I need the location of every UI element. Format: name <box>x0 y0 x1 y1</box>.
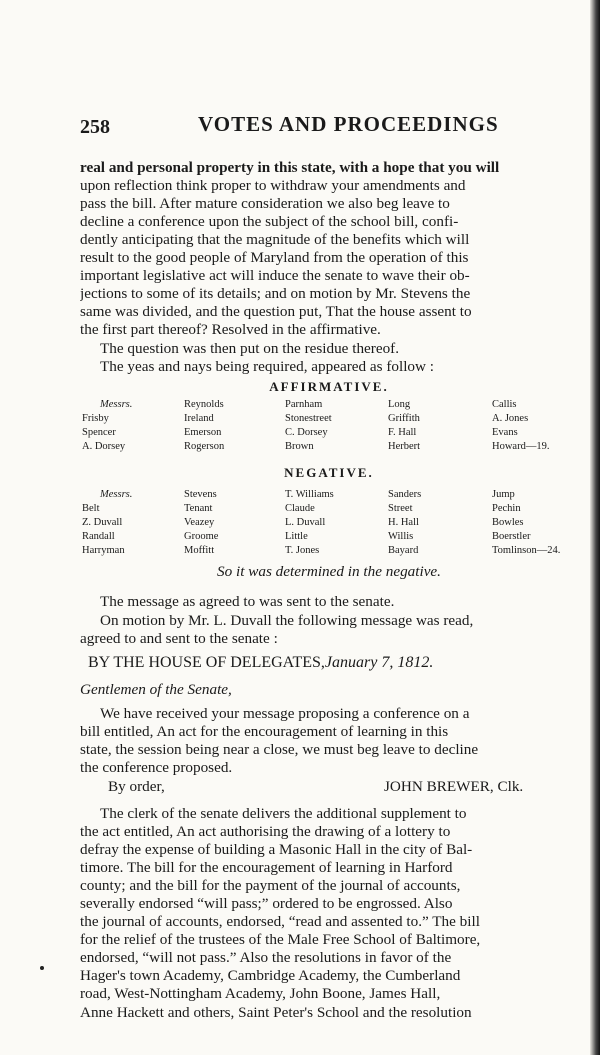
text-line: agreed to and sent to the senate : <box>80 630 278 647</box>
affirmative-column-1: Messrs. Frisby Spencer A. Dorsey <box>82 399 133 452</box>
text-line: Hager's town Academy, Cambridge Academy, the Cumberland <box>80 967 461 984</box>
text-line: result to the good people of Maryland from the operation of this <box>80 249 469 266</box>
negative-column-5: Jump Pechin Bowles Boerstler Tomlinson—24. <box>492 489 561 556</box>
text-line: jections to some of its details; and on motion by Mr. Stevens the <box>80 285 471 302</box>
text-line: bill entitled, An act for the encouragement of learning in this <box>80 723 449 740</box>
page-number: 258 <box>80 116 110 138</box>
text-line: state, the session being near a close, we must beg leave to decline <box>80 741 479 758</box>
text-line: same was divided, and the question put, That the house assent to <box>80 303 472 320</box>
text-line: defray the expense of building a Masonic Hall in the city of Bal- <box>80 841 473 858</box>
affirmative-column-5: Callis A. Jones Evans Howard—19. <box>492 399 550 452</box>
ink-speck <box>40 966 44 970</box>
text-line: the journal of accounts, endorsed, “read and assented to.” The bill <box>80 913 480 930</box>
text-line: the conference proposed. <box>80 759 233 776</box>
book-spine-shadow <box>590 0 600 1055</box>
text-line: On motion by Mr. L. Duvall the following message was read, <box>100 612 474 629</box>
salutation: Gentlemen of the Senate, <box>80 681 232 698</box>
text-line: The message as agreed to was sent to the senate. <box>100 593 395 610</box>
text-line: severally endorsed “will pass;” ordered to be engrossed. Also <box>80 895 453 912</box>
text-line: the act entitled, An act authorising the drawing of a lottery to <box>80 823 451 840</box>
negative-column-4: Sanders Street H. Hall Willis Bayard <box>388 489 422 556</box>
negative-column-1: Messrs. Belt Z. Duvall Randall Harryman <box>82 489 133 556</box>
page-header <box>80 112 580 140</box>
text-line: endorsed, “will not pass.” Also the resolutions in favor of the <box>80 949 452 966</box>
text-line: upon reflection think proper to withdraw your amendments and <box>80 177 466 194</box>
text-line: Anne Hackett and others, Saint Peter's School and the resolution <box>80 1004 472 1021</box>
text-line: county; and the bill for the payment of the journal of accounts, <box>80 877 461 894</box>
text-line: The yeas and nays being required, appeared as follow : <box>100 358 434 375</box>
text-line: the first part thereof? Resolved in the affirmative. <box>80 321 381 338</box>
negative-title: NEGATIVE. <box>284 465 374 480</box>
running-title: VOTES AND PROCEEDINGS <box>198 112 499 136</box>
signature: JOHN BREWER, Clk. <box>384 778 524 795</box>
text-line: We have received your message proposing a conference on a <box>100 705 470 722</box>
text-line: The question was then put on the residue thereof. <box>100 340 400 357</box>
house-heading: BY THE HOUSE OF DELEGATES,January 7, 1812. <box>88 654 434 671</box>
text-line: pass the bill. After mature consideration we also beg leave to <box>80 195 450 212</box>
text-line: The clerk of the senate delivers the additional supplement to <box>100 805 467 822</box>
text-line: for the relief of the trustees of the Male Free School of Baltimore, <box>80 931 481 948</box>
text-line: real and personal property in this state, with a hope that you will <box>80 159 500 176</box>
negative-column-2: Stevens Tenant Veazey Groome Moffitt <box>184 489 219 556</box>
affirmative-title: AFFIRMATIVE. <box>269 379 389 394</box>
by-order: By order, <box>108 778 165 795</box>
affirmative-column-4: Long Griffith F. Hall Herbert <box>388 399 421 452</box>
text-line: road, West-Nottingham Academy, John Boone, James Hall, <box>80 985 441 1002</box>
affirmative-column-2: Reynolds Ireland Emerson Rogerson <box>184 399 225 452</box>
affirmative-table <box>82 398 582 458</box>
house-date: January 7, 1812. <box>324 654 434 671</box>
text-line: dently anticipating that the magnitude of the benefits which will <box>80 231 470 248</box>
text-line: important legislative act will induce the senate to wave their ob- <box>80 267 470 284</box>
text-line: timore. The bill for the encouragement of learning in Harford <box>80 859 453 876</box>
negative-table <box>82 488 582 560</box>
text-line: decline a conference upon the subject of the school bill, confi- <box>80 213 459 230</box>
affirmative-column-3: Parnham Stonestreet C. Dorsey Brown <box>285 399 332 452</box>
negative-column-3: T. Williams Claude L. Duvall Little T. Jones <box>285 489 334 556</box>
determined-line: So it was determined in the negative. <box>217 563 441 580</box>
